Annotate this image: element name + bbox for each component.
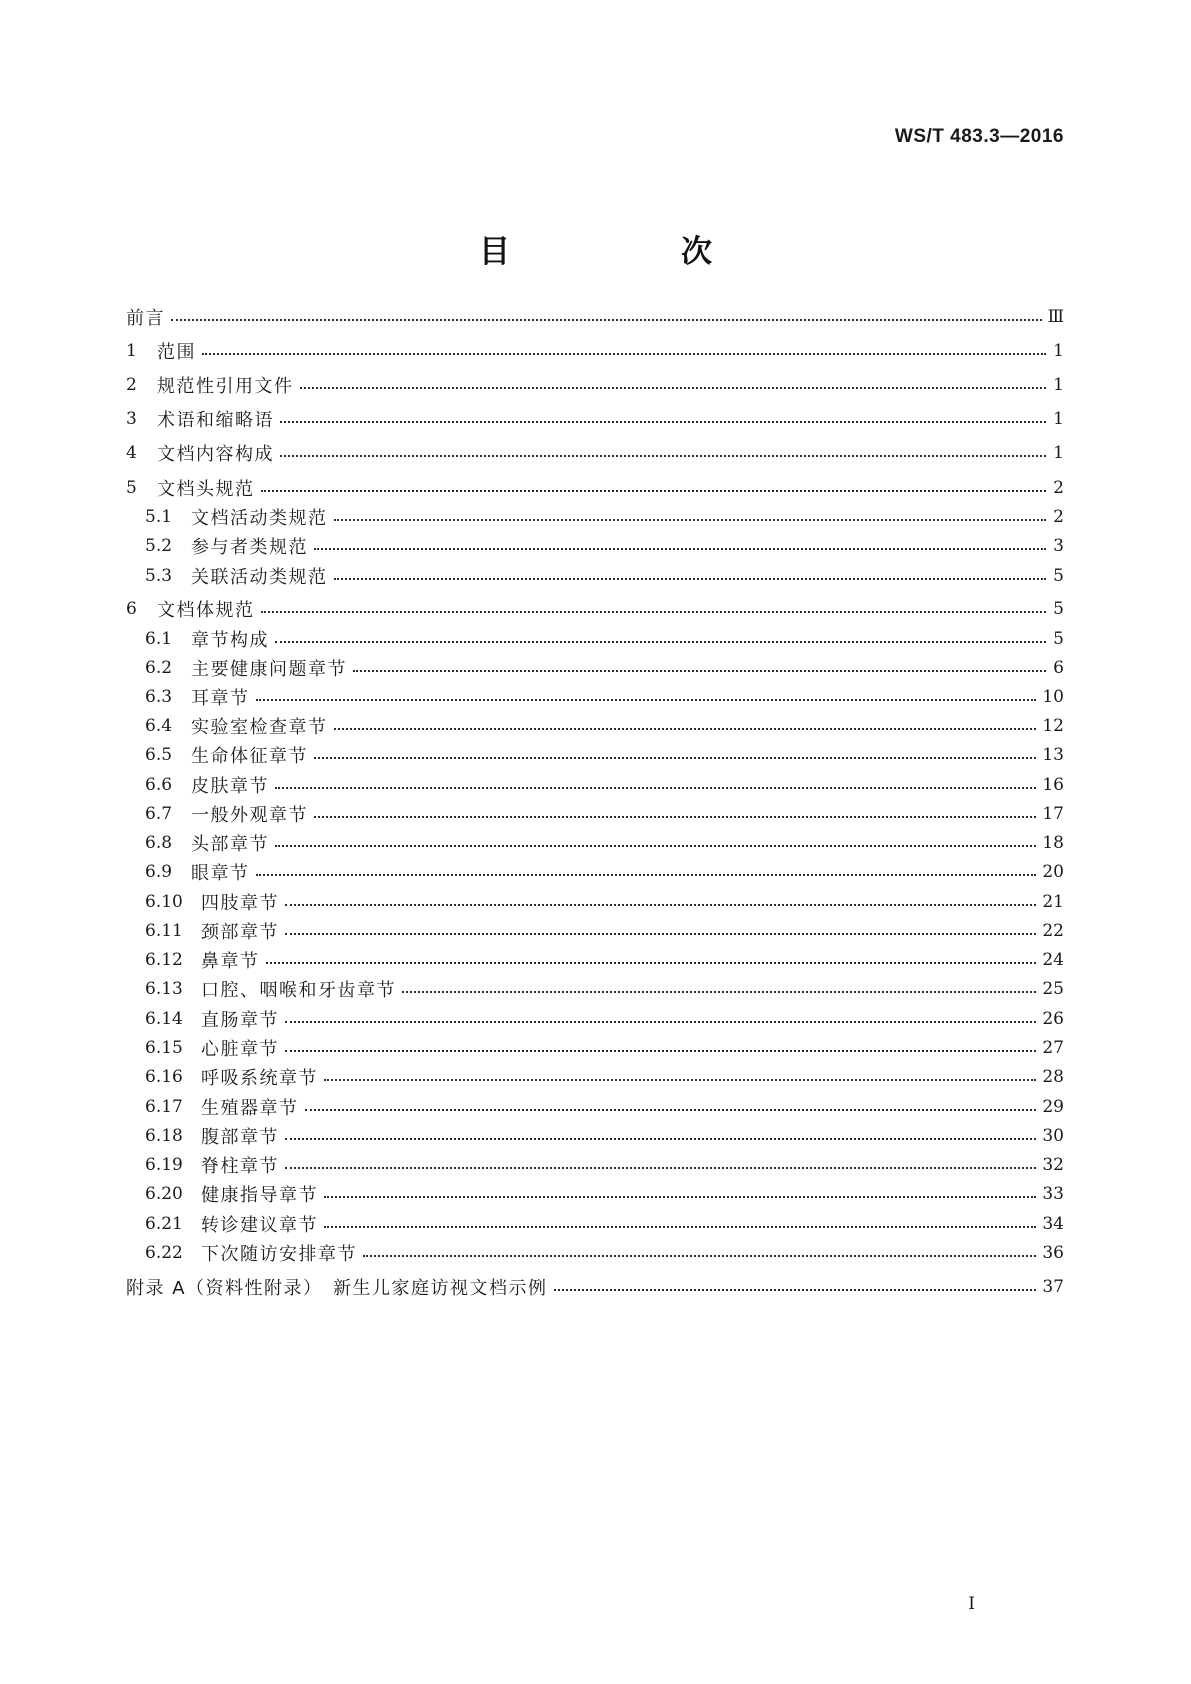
toc-entry-number: 6.17: [145, 1097, 183, 1117]
toc-entry-label: 颈部章节: [201, 922, 279, 943]
toc-entry-label: 参与者类规范: [191, 537, 308, 558]
toc-entry-number: 3: [126, 409, 137, 429]
toc-entry-label: 附录 A（资料性附录） 新生儿家庭访视文档示例: [126, 1278, 548, 1299]
toc-subentry[interactable]: [145, 714, 1064, 738]
toc-entry-label: 前言: [126, 308, 165, 329]
toc-entry-number: 6.22: [145, 1243, 183, 1263]
toc-entry-page: 17: [1042, 804, 1064, 824]
toc-entry-label: 眼章节: [191, 863, 250, 884]
toc-subentry[interactable]: [145, 1153, 1064, 1177]
toc-entry-label: 鼻章节: [201, 951, 260, 972]
toc-entry-number: 4: [126, 443, 137, 463]
toc-entry-number: 6.1: [145, 629, 173, 649]
toc-entry-page: 22: [1042, 921, 1064, 941]
toc-entry-page: 2: [1053, 478, 1064, 498]
toc-entry-label: 心脏章节: [201, 1039, 279, 1060]
toc-entry-label: 范围: [157, 342, 196, 363]
toc-subentry[interactable]: [145, 948, 1064, 972]
toc-dot-leader: [314, 548, 1046, 550]
toc-entry[interactable]: [126, 339, 1064, 363]
toc-entry-page: 1: [1053, 409, 1064, 429]
toc-entry[interactable]: [126, 407, 1064, 431]
toc-dot-leader: [285, 1050, 1036, 1052]
toc-entry-label: 呼吸系统章节: [201, 1068, 318, 1089]
toc-entry-label: 腹部章节: [201, 1127, 279, 1148]
page-title: 目 次: [479, 234, 782, 270]
toc-entry-page: 16: [1042, 775, 1064, 795]
toc-subentry[interactable]: [145, 1241, 1064, 1265]
toc-subentry[interactable]: [145, 627, 1064, 651]
toc-entry-label: 转诊建议章节: [201, 1215, 318, 1236]
toc-entry-page: 10: [1042, 687, 1064, 707]
toc-entry-number: 5.1: [145, 507, 173, 527]
toc-entry-number: 2: [126, 375, 137, 395]
toc-entry-label: 文档体规范: [157, 600, 255, 621]
toc-entry-page: 37: [1042, 1277, 1064, 1297]
toc-dot-leader: [285, 904, 1036, 906]
toc-entry-label: 文档头规范: [157, 479, 255, 500]
toc-entry-page: 20: [1042, 862, 1064, 882]
toc-entry-label: 生命体征章节: [191, 746, 308, 767]
toc-entry-label: 实验室检查章节: [191, 717, 328, 738]
toc-dot-leader: [275, 641, 1046, 643]
toc-subentry[interactable]: [145, 1065, 1064, 1089]
toc-subentry[interactable]: [145, 1095, 1064, 1119]
toc-subentry[interactable]: [145, 802, 1064, 826]
toc-entry-page: 28: [1042, 1067, 1064, 1087]
toc-dot-leader: [324, 1196, 1036, 1198]
toc-entry-number: 6.4: [145, 716, 173, 736]
toc-subentry[interactable]: [145, 743, 1064, 767]
standard-code: WS/T 483.3—2016: [894, 126, 1064, 147]
toc-subentry[interactable]: [145, 1007, 1064, 1031]
toc-entry-page: Ⅲ: [1047, 307, 1064, 327]
toc-entry-number: 6.6: [145, 775, 173, 795]
toc-dot-leader: [305, 1109, 1037, 1111]
toc-entry-page: 24: [1042, 950, 1064, 970]
toc-entry-label: 规范性引用文件: [157, 376, 294, 397]
toc-entry-label: 文档内容构成: [157, 444, 274, 465]
toc-entry[interactable]: [126, 597, 1064, 621]
toc-dot-leader: [280, 455, 1046, 457]
toc-entry-number: 6.15: [145, 1038, 183, 1058]
toc-subentry[interactable]: [145, 919, 1064, 943]
toc-entry-page: 2: [1053, 507, 1064, 527]
toc-entry-label: 文档活动类规范: [191, 508, 328, 529]
toc-entry-page: 1: [1053, 375, 1064, 395]
toc-entry-number: 6.11: [145, 921, 183, 941]
toc-dot-leader: [363, 1255, 1036, 1257]
toc-entry-label: 关联活动类规范: [191, 567, 328, 588]
toc-entry-number: 6.14: [145, 1009, 183, 1029]
toc-entry-number: 6.12: [145, 950, 183, 970]
toc-entry-number: 6.9: [145, 862, 173, 882]
toc-dot-leader: [324, 1079, 1036, 1081]
toc-dot-leader: [334, 728, 1037, 730]
toc-entry-number: 6: [126, 599, 137, 619]
toc-entry-label: 主要健康问题章节: [191, 659, 347, 680]
toc-entry-page: 1: [1053, 341, 1064, 361]
toc-entry-number: 6.20: [145, 1184, 183, 1204]
toc-subentry[interactable]: [145, 773, 1064, 797]
toc-entry-label: 直肠章节: [201, 1010, 279, 1031]
toc-entry-appendix[interactable]: [126, 1275, 1064, 1299]
toc-entry-label: 四肢章节: [201, 893, 279, 914]
toc-entry-number: 6.7: [145, 804, 173, 824]
toc-entry-page: 1: [1053, 443, 1064, 463]
toc-entry-number: 5.2: [145, 536, 173, 556]
toc-entry-number: 6.16: [145, 1067, 183, 1087]
toc-entry[interactable]: [126, 441, 1064, 465]
toc-entry-page: 18: [1042, 833, 1064, 853]
toc-entry-page: 5: [1053, 599, 1064, 619]
toc-dot-leader: [285, 1167, 1036, 1169]
toc-entry[interactable]: [126, 373, 1064, 397]
toc-entry-label: 一般外观章节: [191, 805, 308, 826]
toc-dot-leader: [285, 1138, 1036, 1140]
toc-entry-label: 健康指导章节: [201, 1185, 318, 1206]
toc-entry-label: 下次随访安排章节: [201, 1244, 357, 1265]
toc-subentry[interactable]: [145, 977, 1064, 1001]
toc-entry-number: 5.3: [145, 566, 173, 586]
page-number: I: [968, 1594, 975, 1614]
toc-entry-page: 5: [1053, 629, 1064, 649]
toc-entry-preface[interactable]: [126, 305, 1064, 329]
toc-dot-leader: [171, 319, 1042, 321]
toc-dot-leader: [266, 962, 1037, 964]
toc-entry-label: 章节构成: [191, 630, 269, 651]
toc-entry-number: 6.8: [145, 833, 173, 853]
toc-entry-page: 26: [1042, 1009, 1064, 1029]
toc-subentry[interactable]: [145, 1212, 1064, 1236]
toc-dot-leader: [353, 670, 1046, 672]
toc-entry-number: 5: [126, 478, 137, 498]
toc-dot-leader: [256, 699, 1037, 701]
toc-entry-page: 13: [1042, 745, 1064, 765]
toc-subentry[interactable]: [145, 860, 1064, 884]
toc-entry-label: 耳章节: [191, 688, 250, 709]
toc-dot-leader: [554, 1289, 1037, 1291]
toc-dot-leader: [285, 1021, 1036, 1023]
toc-entry-number: 6.10: [145, 892, 183, 912]
toc-entry-label: 生殖器章节: [201, 1098, 299, 1119]
toc-entry-page: 3: [1053, 536, 1064, 556]
toc-entry[interactable]: [126, 476, 1064, 500]
toc-entry-label: 口腔、咽喉和牙齿章节: [201, 980, 396, 1001]
toc-entry-number: 1: [126, 341, 137, 361]
toc-entry-page: 29: [1042, 1097, 1064, 1117]
toc-dot-leader: [261, 490, 1047, 492]
toc-dot-leader: [334, 519, 1047, 521]
toc-entry-label: 头部章节: [191, 834, 269, 855]
toc-entry-page: 27: [1042, 1038, 1064, 1058]
toc-entry-page: 12: [1042, 716, 1064, 736]
toc-entry-label: 皮肤章节: [191, 776, 269, 797]
toc-subentry[interactable]: [145, 890, 1064, 914]
toc-subentry[interactable]: [145, 1182, 1064, 1206]
toc-entry-page: 34: [1042, 1214, 1064, 1234]
toc-subentry[interactable]: [145, 1036, 1064, 1060]
toc-entry-number: 6.3: [145, 687, 173, 707]
toc-dot-leader: [275, 845, 1036, 847]
toc-entry-page: 21: [1042, 892, 1064, 912]
toc-entry-number: 6.19: [145, 1155, 183, 1175]
toc-subentry[interactable]: [145, 831, 1064, 855]
toc-subentry[interactable]: [145, 1124, 1064, 1148]
toc-subentry[interactable]: [145, 564, 1064, 588]
toc-subentry[interactable]: [145, 534, 1064, 558]
toc-dot-leader: [300, 387, 1047, 389]
toc-entry-number: 6.5: [145, 745, 173, 765]
toc-entry-page: 36: [1042, 1243, 1064, 1263]
toc-dot-leader: [261, 611, 1047, 613]
toc-subentry[interactable]: [145, 685, 1064, 709]
toc-dot-leader: [285, 933, 1036, 935]
toc-entry-page: 25: [1042, 979, 1064, 999]
toc-subentry[interactable]: [145, 505, 1064, 529]
toc-entry-page: 32: [1042, 1155, 1064, 1175]
toc-entry-number: 6.13: [145, 979, 183, 999]
toc-entry-number: 6.18: [145, 1126, 183, 1146]
toc-entry-label: 脊柱章节: [201, 1156, 279, 1177]
toc-entry-page: 6: [1053, 658, 1064, 678]
toc-entry-page: 33: [1042, 1184, 1064, 1204]
toc-dot-leader: [275, 787, 1036, 789]
toc-dot-leader: [256, 874, 1037, 876]
toc-dot-leader: [402, 991, 1036, 993]
toc-entry-number: 6.21: [145, 1214, 183, 1234]
toc-dot-leader: [280, 421, 1046, 423]
toc-entry-page: 5: [1053, 566, 1064, 586]
toc-entry-number: 6.2: [145, 658, 173, 678]
toc-entry-label: 术语和缩略语: [157, 410, 274, 431]
toc-dot-leader: [334, 578, 1047, 580]
toc-subentry[interactable]: [145, 656, 1064, 680]
toc-dot-leader: [202, 353, 1046, 355]
toc-dot-leader: [314, 816, 1036, 818]
toc-entry-page: 30: [1042, 1126, 1064, 1146]
toc-dot-leader: [314, 757, 1036, 759]
toc-dot-leader: [324, 1226, 1036, 1228]
